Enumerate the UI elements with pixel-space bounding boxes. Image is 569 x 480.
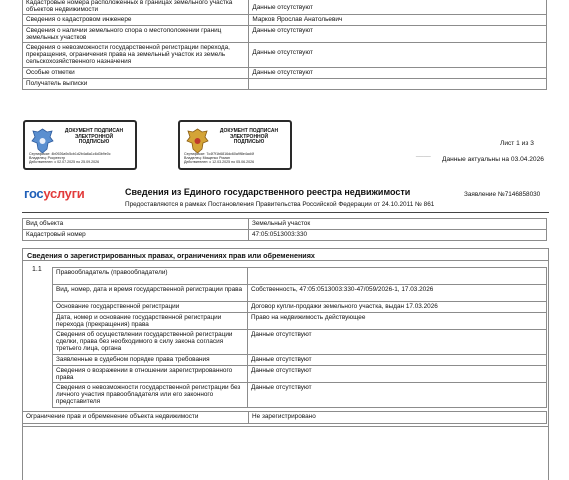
stamp-heading xyxy=(210,129,288,146)
bottom-blank-row xyxy=(22,425,549,480)
stamp-line: ДОКУМЕНТ ПОДПИСАН xyxy=(64,128,124,134)
cell-label: Сведения об осуществлении государственной регистрации сделки, права без необходимого в силу закона согласия третьего лица, органа xyxy=(53,330,248,355)
coat-of-arms-icon xyxy=(30,127,55,155)
stamp-line: ПОДПИСЬЮ xyxy=(78,139,110,146)
cell-label: Вид объекта xyxy=(23,219,249,230)
stamp-details xyxy=(29,152,133,165)
cell-value: Данные отсутствуют xyxy=(248,355,547,366)
signature-stamp xyxy=(23,120,137,170)
cell-value: 47:05:0513003:330 xyxy=(249,230,547,241)
cell-value: Данные отсутствуют xyxy=(249,43,547,68)
cell-label: Дата, номер и основание государственной регистрации перехода (прекращения) права xyxy=(53,313,248,330)
stamp-certificate: Сертификат: 4b0926a9c5cb1d2b4a6a1c6d3b9e0c xyxy=(29,152,111,156)
cell-label: Правообладатель (правообладатели) xyxy=(53,268,248,285)
cell-value: Данные отсутствуют xyxy=(248,366,547,383)
cell-value: Данные отсутствуют xyxy=(249,0,547,15)
cell-value: Земельный участок xyxy=(249,219,547,230)
document-subtitle: Предоставляются в рамках Постановления Правительства Российской Федерации от 24.10.2011 № 861 xyxy=(125,201,435,208)
stamp-validity: Действителен: с 12.03.2025 по 05.06.2026 xyxy=(184,160,255,165)
logo-part: гос xyxy=(24,186,44,201)
document-title: Сведения из Единого государственного реестра недвижимости xyxy=(125,187,411,197)
cell-label: Сведения о наличии земельного спора о местоположении границ земельных участков xyxy=(23,26,249,43)
stamp-owner: Владелец: Росреестр xyxy=(29,156,66,161)
row-number: 1.1 xyxy=(32,266,42,273)
signature-stamp xyxy=(178,120,292,170)
cell-label: Кадастровые номера расположенных в границах земельного участка объектов недвижимости xyxy=(23,0,249,15)
cell-value: Не зарегистрировано xyxy=(249,412,547,424)
actual-date: Данные актуальны на 03.04.2026 xyxy=(442,156,544,163)
cell-label: Особые отметки xyxy=(23,68,249,79)
cell-label: Сведения о возражении в отношении зарегистрированного права xyxy=(53,366,248,383)
cell-label: Получатель выписки xyxy=(23,79,249,90)
cell-value: Договор купли-продажи земельного участка, выдан 17.03.2026 xyxy=(248,302,547,313)
stamp-line: ПОДПИСЬЮ xyxy=(233,139,265,146)
cell-label: Заявленные в судебном порядке права требования xyxy=(53,355,248,366)
stamp-line: ЭЛЕКТРОННОЙ xyxy=(229,133,269,140)
section-divider xyxy=(22,260,549,261)
cell-label: Основание государственной регистрации xyxy=(53,302,248,313)
cell-label: Вид, номер, дата и время государственной регистрации права xyxy=(53,285,248,302)
header-divider xyxy=(22,212,549,213)
cell-value: Марков Ярослав Анатольевич xyxy=(249,15,547,26)
top-table xyxy=(22,0,547,90)
cell-label: Сведения о невозможности государственной регистрации без личного участия правообладателя или его законного представителя xyxy=(53,383,248,408)
coat-of-arms-icon xyxy=(185,127,210,155)
sheet-number: Лист 1 из 3 xyxy=(500,140,534,147)
cell-label: Ограничение прав и обременение объекта недвижимости xyxy=(23,412,249,424)
stamp-details xyxy=(184,152,288,165)
stamp-heading xyxy=(55,129,133,146)
restriction-table xyxy=(22,411,547,424)
cell-value: Данные отсутствуют xyxy=(249,26,547,43)
cell-value xyxy=(248,268,547,285)
cell-label: Сведения о кадастровом инженере xyxy=(23,15,249,26)
stamp-line: ЭЛЕКТРОННОЙ xyxy=(74,133,114,140)
stamp-line: ДОКУМЕНТ ПОДПИСАН xyxy=(219,128,279,134)
cell-value: Данные отсутствуют xyxy=(249,68,547,79)
section-title: Сведения о зарегистрированных правах, ограничениях прав или обременениях xyxy=(27,251,315,260)
object-table xyxy=(22,218,547,241)
cell-value: Право на недвижимость действующее xyxy=(248,313,547,330)
cell-label: Сведения о невозможности государственной регистрации перехода, прекращения, ограничения права на земельный участок из земель сельскохозяйственного назначения xyxy=(23,43,249,68)
logo-part: услуги xyxy=(43,186,85,201)
application-number: Заявление №7146858030 xyxy=(464,191,541,198)
stamp-certificate: Сертификат: 7c4f7f1b6816dc60a9f8e4ad4f xyxy=(184,152,254,156)
cell-value: Данные отсутствуют xyxy=(248,383,547,408)
stamp-owner: Владелец: Мищенко Роман xyxy=(184,156,230,161)
rights-table xyxy=(52,267,547,408)
cell-value: Собственность, 47:05:0513003:330-47/059/2026-1, 17.03.2026 xyxy=(248,285,547,302)
cell-value xyxy=(249,79,547,90)
gosuslugi-logo xyxy=(24,186,84,201)
cell-label: Кадастровый номер xyxy=(23,230,249,241)
stamp-validity: Действителен: с 02.07.2025 по 25.09.2026 xyxy=(29,160,100,165)
cell-value: Данные отсутствуют xyxy=(248,330,547,355)
signature-dots: ____ xyxy=(416,150,431,157)
